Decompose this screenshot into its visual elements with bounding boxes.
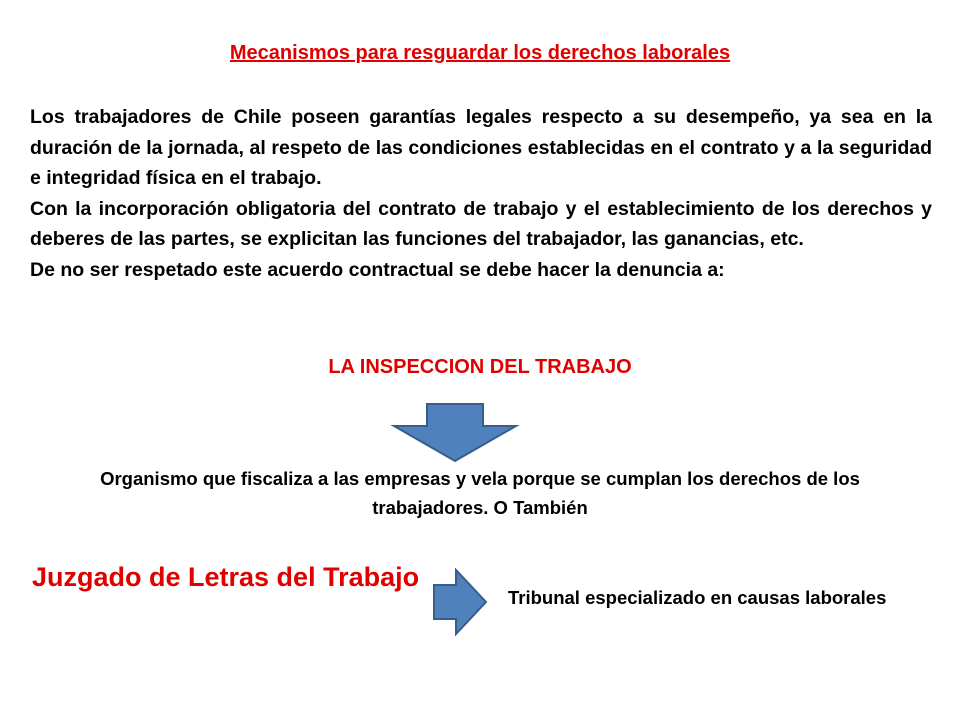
paragraph-contract: Con la incorporación obligatoria del contrato de trabajo y el establecimiento de los derechos y deberes de las partes, se explicitan las funciones del trabajador, las ganancias, etc. [30,197,932,250]
court-name: Juzgado de Letras del Trabajo [32,562,420,592]
paragraph-guarantees: Los trabajadores de Chile poseen garantías legales respecto a su desempeño, ya sea en la duración de la jornada, al respeto de las condiciones establecidas en el contrato y a la seguridad e integridad física en el trabajo. [30,106,932,189]
body-text [30,102,932,285]
down-arrow-icon [390,402,520,464]
court-description: Tribunal especializado en causas laborales [508,587,887,608]
inspection-description: Organismo que fiscaliza a las empresas y vela porque se cumplan los derechos de los trabajadores. O También [100,468,860,518]
page-title: Mecanismos para resguardar los derechos laborales [229,42,731,64]
paragraph-complaint: De no ser respetado este acuerdo contractual se debe hacer la denuncia a: [30,258,725,281]
right-arrow-icon [432,568,488,636]
inspection-heading: LA INSPECCION DEL TRABAJO [328,356,632,378]
